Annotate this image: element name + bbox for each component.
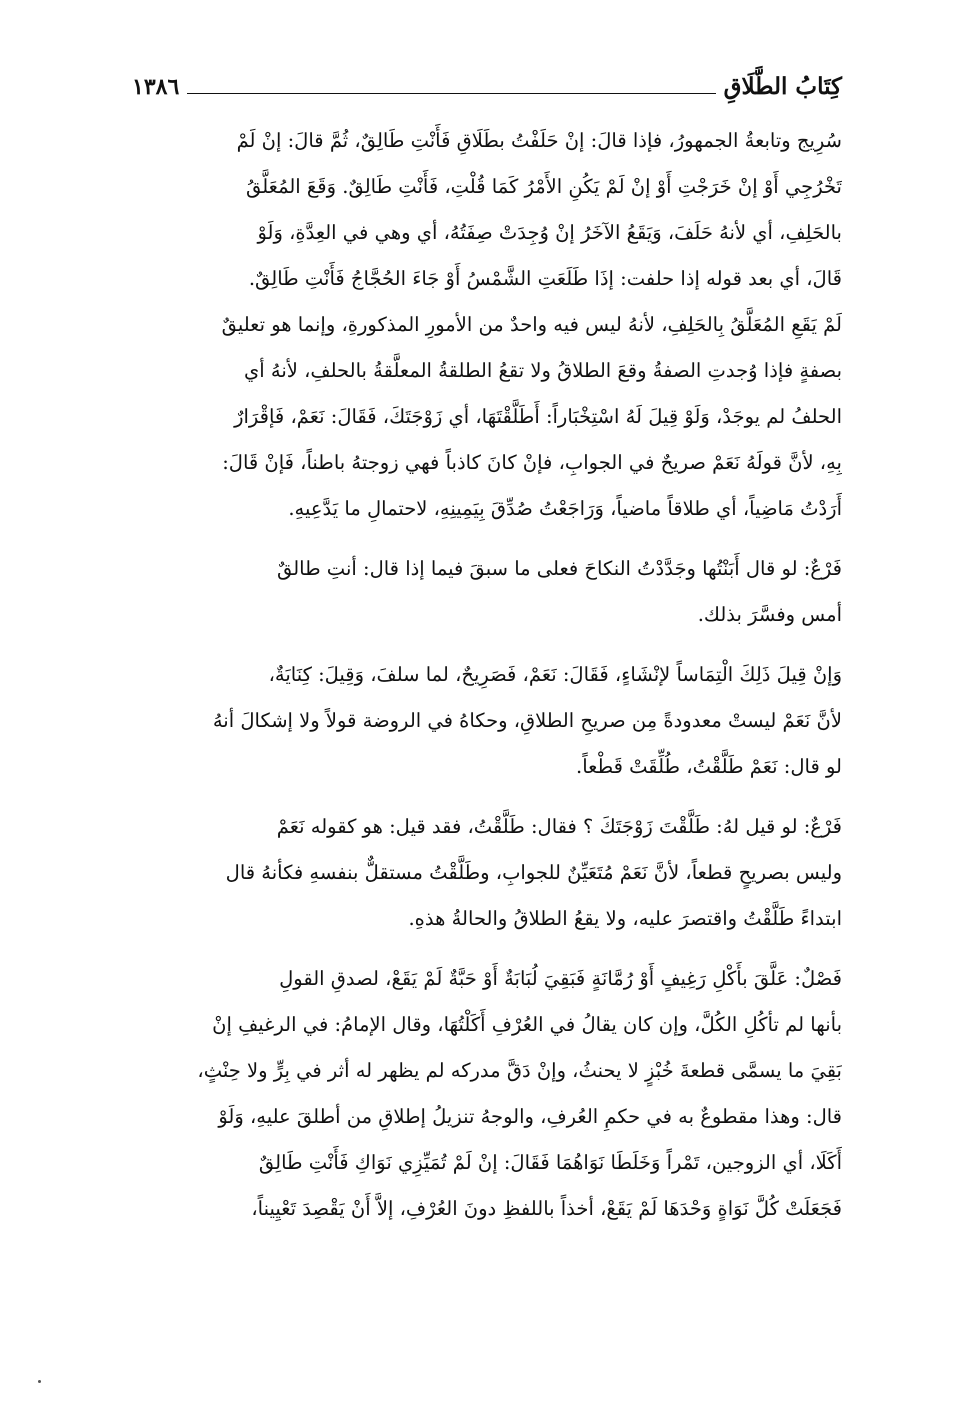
- book-title: كِتَابُ الطَّلَاقِ: [723, 73, 842, 100]
- paragraph-gap: [132, 790, 842, 804]
- page-number: ١٣٨٦: [132, 74, 180, 100]
- text-line: فَرْعٌ: لو قيل لهُ: طَلَّقْتَ زَوْجَتَكَ ؟ فقال: طَلَّقْتُ، فقد قيل: هو كقوله نَعَمْ: [276, 815, 842, 838]
- text-line: الحلفُ لم يوجَدْ، وَلَوْ قِيلَ لَهُ اسْتِخْبَاراً: أَطَلَّقْتَهَا، أي زَوْجَتَكَ، فَقَالَ: نَعَمْ، فَإقْرَارٌ: [234, 405, 842, 428]
- page-header: [132, 60, 842, 100]
- header-rule: [187, 93, 715, 94]
- text-line: فَرْعٌ: لو قال أَبَنْتُها وجَدَّدْتُ النكاحَ فعلى ما سبقَ فيما إذا قال: أنتِ طالقٌ: [276, 557, 842, 580]
- text-line: قال: وهذا مقطوعٌ به في حكمِ العُرفِ، والوجهُ تنزيلُ إطلاقِ من أطلقَ عليهِ، وَلَوْ: [218, 1105, 842, 1128]
- paragraph-gap: [132, 942, 842, 956]
- text-line: وليس بصريحٍ قطعاً، لأنَّ نَعَمْ مُتَعَيِّنٌ للجوابِ، وطَلَّقْتُ مستقلٌّ بنفسهِ فكأنهُ قال: [225, 861, 842, 884]
- text-line: بِهِ، لأنَّ قولَهُ نَعَمْ صريحٌ في الجوابِ، فإنْ كانَ كاذباً فهي زوجتهُ باطناً، فَإنْ قَالَ:: [222, 451, 842, 474]
- text-line: سُرِيج وتابعةُ الجمهورُ، فإذا قالَ: إنْ حَلَفْتُ بطَلَاقِ فَأَنْتِ طَالِقٌ، ثُمَّ قالَ: إنْ لَمْ: [236, 129, 842, 152]
- text-line: فَجَعَلَتْ كُلَّ نَوَاةٍ وَحْدَهَا لَمْ يَقَعْ، أخذاً باللفظِ دونَ العُرْفِ، إلاَّ أَنْ يَقْصِدَ تَعْيِيناً،: [251, 1197, 842, 1220]
- text-line: بأنها لم تأكُلِ الكُلَّ، وإن كان يقالُ في العُرْفِ أَكَلْتُهَا، وقال الإمامُ: في الرغيفِ إنْ: [212, 1013, 842, 1036]
- text-line: بالحَلِفِ، أي لأنهُ حَلَفَ، وَيَقَعُ الآخَرُ إنْ وُجِدَتْ صِفَتُهُ، أي وهي في العِدَّةِ، وَلَوْ: [257, 221, 842, 244]
- text-line: أَرَدْتُ مَاضِياً، أي طلاقاً ماضياً، وَرَاجَعْتُ صُدِّقَ بِيَمِينِهِ، لاحتمالِ ما يَدَّعِيهِ.: [288, 497, 842, 520]
- paragraph-gap: [132, 638, 842, 652]
- text-line: أمس وفسَّرَ بذلك.: [697, 603, 842, 626]
- text-line: فَصْلٌ: عَلَّقَ بأَكْلِ رَغِيفٍ أَوْ رُمَّانَةٍ فَبَقِيَ لُبَابَةٌ أَوْ حَبَّةٌ لَمْ يَقَعْ، لصدقِ القولِ: [279, 967, 842, 990]
- text-line: بصفةٍ فإذا وُجدتِ الصفةُ وقعَ الطلاقُ ولا تقعُ الطلقةُ المعلَّقةُ بالحلفِ، لأنهُ أي: [244, 359, 842, 382]
- text-line: قَالَ، أي بعد قوله إذا حلفت: إذَا طَلَعَتِ الشَّمْسُ أَوْ جَاءَ الحُجَّاجُ فَأَنْتِ طَالِقٌ.: [248, 267, 842, 290]
- text-line: وَإنْ قِيلَ ذَلِكَ الْتِمَاساً لإنْشَاءٍ، فَقَالَ: نَعَمْ، فَصَرِيحٌ، لما سلفَ، وَقِيلَ: كِنَايَةٌ،: [268, 663, 842, 686]
- text-line: بَقِيَ ما يسمَّى قطعةَ خُبْزٍ لا يحنثُ، وإنْ دَقَّ مدركه لم يظهر له أثر في بِرٍّ ولا حِنْثٍ،: [197, 1059, 842, 1082]
- body-text: [132, 118, 842, 1232]
- text-line: لأنَّ نَعَمْ ليستْ معدودةً مِن صريحِ الطلاقِ، وحكاهُ في الروضة قولاً ولا إشكالَ أنهُ: [212, 709, 842, 732]
- page-mark: [38, 1380, 41, 1383]
- text-line: لَمْ يَقَعِ المُعَلَّقُ بِالحَلِفِ، لأنهُ ليس فيه واحدٌ من الأمورِ المذكورةِ، وإنما هو تعليقٌ: [221, 313, 842, 336]
- text-line: لو قال: نَعَمْ طَلَّقْتُ، طُلِّقَتْ قَطْعاً.: [576, 755, 842, 778]
- text-line: تَخْرُجِي أَوْ إنْ خَرَجْتِ أَوْ إنْ لَمْ يَكُنِ الأَمْرُ كَمَا قُلْتِ، فَأَنْتِ طَالِقٌ. وَقَعَ المُعَلَّقُ: [245, 175, 842, 198]
- paragraph-gap: [132, 532, 842, 546]
- text-line: ابتداءً طَلَّقْتُ واقتصرَ عليه، ولا يقعُ الطلاقُ والحالةُ هذهِ.: [408, 907, 842, 930]
- text-line: أَكَلَا، أي الزوجين، تَمْراً وَخَلَطَا نَوَاهُمَا فَقَالَ: إنْ لَمْ تُمَيِّزِي نَوَاكِ فَأَنْتِ طَالِقٌ: [258, 1151, 842, 1174]
